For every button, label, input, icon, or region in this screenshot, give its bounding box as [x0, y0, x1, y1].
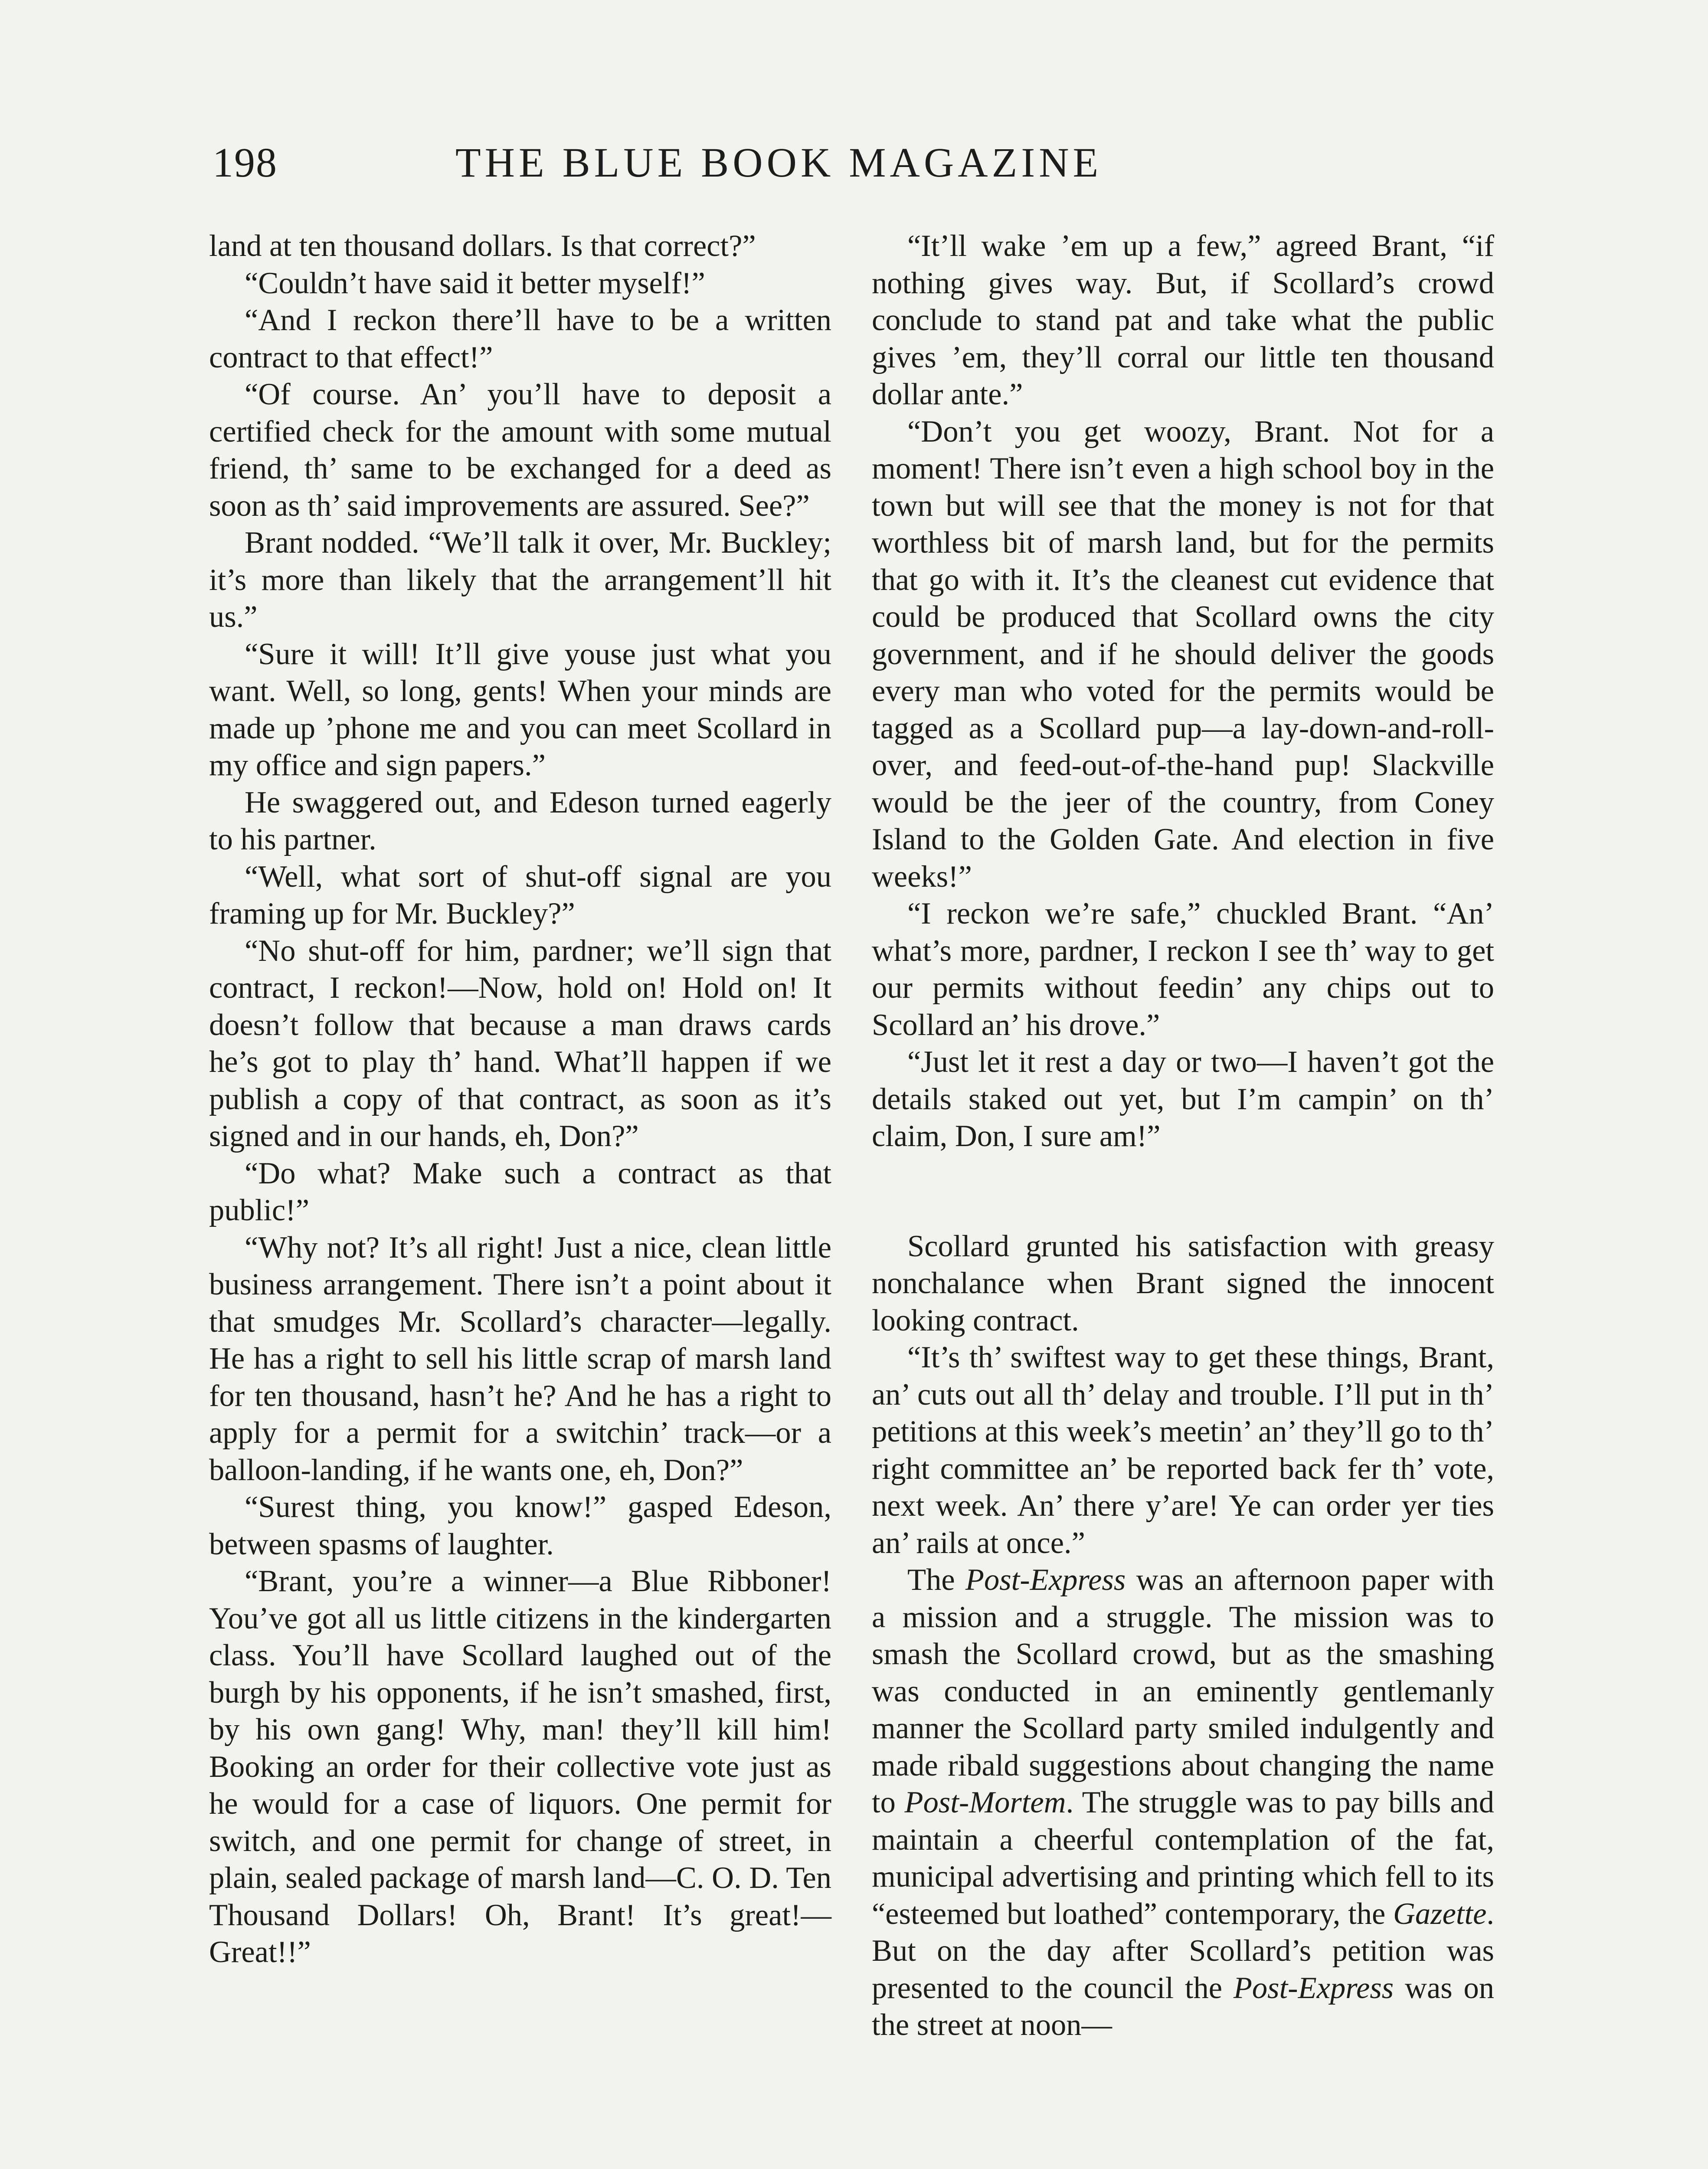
newspaper-nickname: Post-Mortem — [904, 1786, 1066, 1819]
paragraph: “It’ll wake ’em up a few,” agreed Brant, “if nothing gives way. But, if Scollard’s crowd conclude to stand pat and take what the public gives ’em, they’ll corral our little ten thousand dollar ante.” — [872, 229, 1494, 411]
paragraph: “It’s th’ swiftest way to get these things, Brant, an’ cuts out all th’ delay and trouble. I’ll put in th’ petitions at this week’s meetin’ an’ they’ll go to th’ right committee an’ be reported back fer th’ vote, next week. An’ there y’are! Ye can order yer ties an’ rails at once.” — [872, 1340, 1494, 1560]
final-paragraph — [872, 1562, 1494, 2044]
paragraph: “Of course. An’ you’ll have to deposit a certified check for the amount with some mutual friend, th’ same to be exchanged for a deed as soon as th’ said improvements are assured. See?” — [209, 377, 831, 523]
newspaper-name: Post-Express — [965, 1563, 1126, 1597]
newspaper-name: Post-Express — [1233, 1971, 1394, 2005]
paragraph: “Brant, you’re a winner—a Blue Ribboner! You’ve got all us little citizens in the kindergarten class. You’ll have Scollard laughed out of the burgh by his opponents, if he isn’t smashed, first, by his own gang! Why, man! they’ll kill him! Booking an order for their collective vote just as he would for a case of liquors. One permit for switch, and one permit for change of street, in plain, sealed package of marsh land—C. O. D. Ten Thousand Dollars! Oh, Brant! It’s great!—Great!!” — [209, 1564, 831, 1969]
paragraph: land at ten thousand dollars. Is that correct?” — [209, 229, 756, 263]
text-run: was an afternoon paper with a mission and a struggle. The mission was to smash the Scollard crowd, but as the smashing was conducted in an eminently gentlemanly manner the Scollard party smiled indulgently and made ribald suggestions about changing the name to — [872, 1563, 1494, 1819]
paragraph: “I reckon we’re safe,” chuckled Brant. “An’ what’s more, pardner, I reckon I see th’ way to get our permits without feedin’ any chips out to Scollard an’ his drove.” — [872, 897, 1494, 1042]
paragraph: “Sure it will! It’ll give youse just what you want. Well, so long, gents! When your minds are made up ’phone me and you can meet Scollard in my office and sign papers.” — [209, 637, 831, 782]
paragraph: Scollard grunted his satisfaction with greasy nonchalance when Brant signed the innocent looking contract. — [872, 1229, 1494, 1337]
paragraph: He swaggered out, and Edeson turned eagerly to his partner. — [209, 785, 831, 856]
paragraph: “And I reckon there’ll have to be a written contract to that effect!” — [209, 303, 831, 374]
text-run: . The struggle was to pay bills and maintain a cheerful contemplation of the fat, municipal advertising and printing which fell to its “esteemed but loathed” contemporary, the — [872, 1786, 1494, 1931]
text-run: was on the street at noon— — [872, 1971, 1494, 2042]
paragraph: “Well, what sort of shut-off signal are you framing up for Mr. Buckley?” — [209, 859, 831, 931]
paragraph: “Just let it rest a day or two—I haven’t got the details staked out yet, but I’m campin’ on th’ claim, Don, I sure am!” — [872, 1045, 1494, 1153]
section-break — [872, 1155, 1494, 1228]
paragraph: “Don’t you get woozy, Brant. Not for a moment! There isn’t even a high school boy in the town but will see that the money is not for that worthless bit of marsh land, but for the permits that go with it. It’s the cleanest cut evidence that could be produced that Scollard owns the city government, and if he should deliver the goods every man who voted for the permits would be tagged as a Scollard pup—a lay-down-and-roll-over, and feed-out-of-the-hand pup! Slackville would be the jeer of the country, from Coney Island to the Golden Gate. And election in five weeks!” — [872, 414, 1494, 894]
text-run: The — [907, 1563, 965, 1597]
newspaper-name: Gazette — [1393, 1897, 1487, 1931]
paragraph: Brant nodded. “We’ll talk it over, Mr. Buckley; it’s more than likely that the arrangement’ll hit us.” — [209, 526, 831, 634]
running-title: THE BLUE BOOK MAGAZINE — [455, 139, 1103, 186]
page-header — [213, 130, 1496, 187]
right-column — [872, 228, 1494, 2044]
paragraph: “Why not? It’s all right! Just a nice, clean little business arrangement. There isn’t a point about it that smudges Mr. Scollard’s character—legally. He has a right to sell his little scrap of marsh land for ten thousand, hasn’t he? And he has a right to apply for a permit for a switchin’ track—or a balloon-landing, if he wants one, eh, Don?” — [209, 1230, 831, 1487]
left-column — [209, 228, 831, 1971]
paragraph: “No shut-off for him, pardner; we’ll sign that contract, I reckon!—Now, hold on! Hold on! It doesn’t follow that because a man draws cards he’s got to play th’ hand. What’ll happen if we publish a copy of that contract, as soon as it’s signed and in our hands, eh, Don?” — [209, 934, 831, 1153]
page-number: 198 — [213, 139, 278, 186]
text-run: . But on the day after Scollard’s petition was presented to the council the — [872, 1897, 1494, 2005]
paragraph: “Couldn’t have said it better myself!” — [245, 266, 705, 300]
paragraph: “Surest thing, you know!” gasped Edeson, between spasms of laughter. — [209, 1490, 831, 1561]
paragraph: “Do what? Make such a contract as that public!” — [209, 1156, 831, 1227]
